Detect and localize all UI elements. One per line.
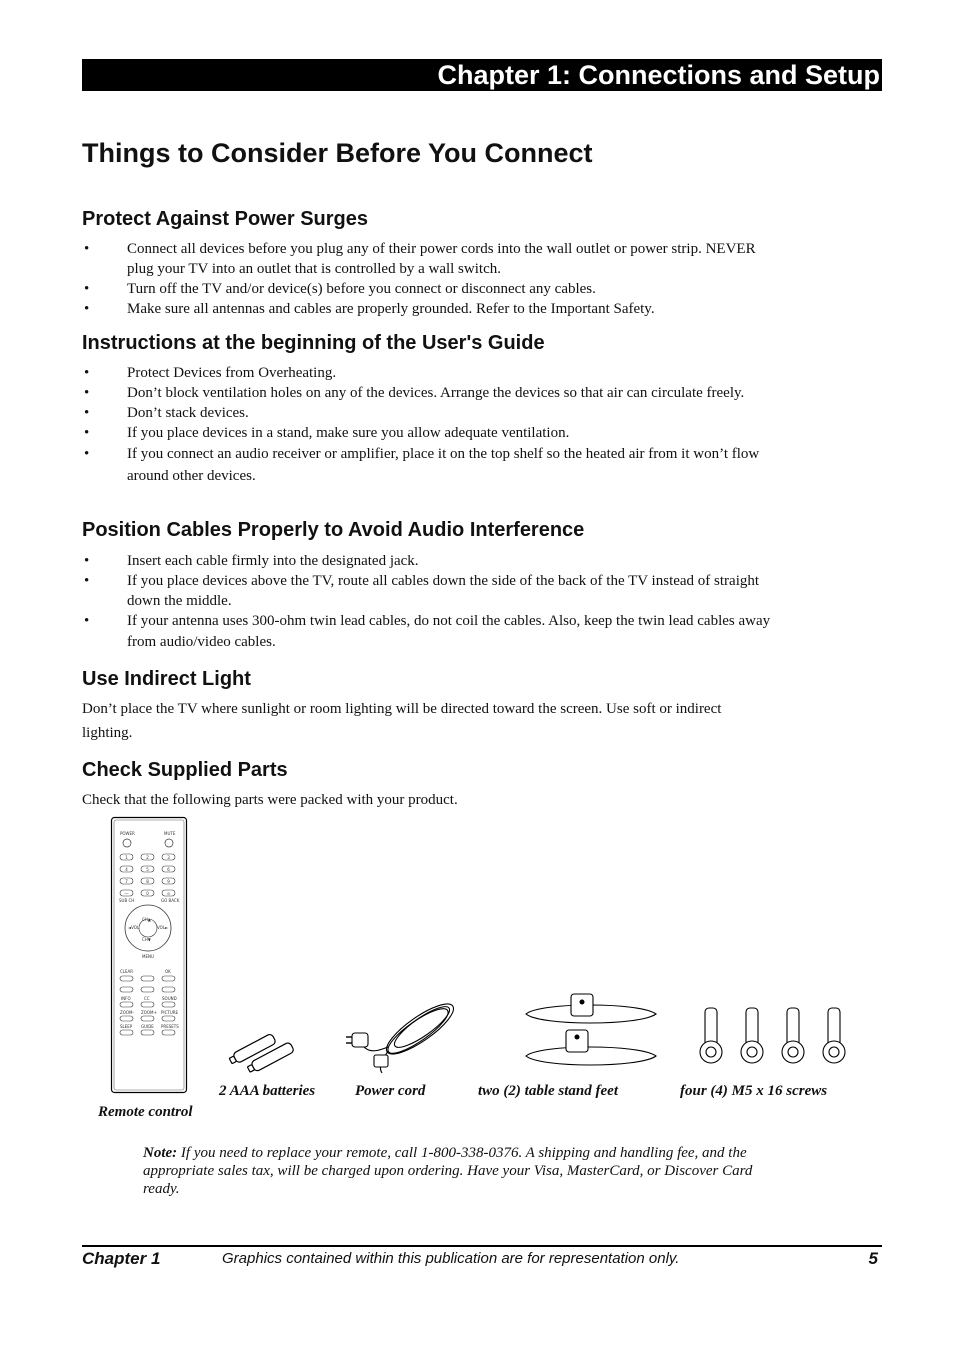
list-item: • If your antenna uses 300-ohm twin lead cables, do not coil the cables. Also, keep the twin lead cables away from audio/video cables.	[84, 613, 771, 650]
footer-divider	[82, 1245, 882, 1247]
svg-text:VOL►: VOL►	[157, 925, 169, 930]
power-cord-illustration	[348, 995, 464, 1075]
table-stand-feet-illustration	[520, 990, 662, 1072]
svg-text:MUTE: MUTE	[164, 831, 176, 836]
svg-text:CH▲: CH▲	[142, 917, 151, 922]
svg-text:SLEEP: SLEEP	[120, 1024, 133, 1029]
svg-text:2: 2	[146, 855, 149, 860]
svg-text:INFO: INFO	[121, 996, 131, 1001]
screws-illustration	[693, 1006, 859, 1068]
svg-text:4: 4	[125, 867, 128, 872]
svg-text:6: 6	[167, 867, 170, 872]
svg-text:CH▼: CH▼	[142, 937, 151, 942]
svg-text:—: —	[124, 891, 129, 896]
svg-text:PRESETS: PRESETS	[161, 1024, 179, 1029]
svg-text:OK: OK	[165, 969, 171, 974]
batteries-illustration	[228, 1030, 304, 1076]
caption-batteries: 2 AAA batteries	[219, 1083, 316, 1099]
heading-cables: Position Cables Properly to Avoid Audio Interference	[82, 519, 585, 541]
list-item: • Protect Devices from Overheating.	[84, 365, 337, 381]
list-power-surges	[82, 239, 772, 319]
svg-text:7: 7	[125, 879, 128, 884]
list-cables	[82, 551, 772, 653]
heading-supplied-parts: Check Supplied Parts	[82, 759, 288, 781]
svg-text:9: 9	[167, 879, 170, 884]
footer-disclaimer: Graphics contained within this publication are for representation only.	[222, 1250, 680, 1267]
caption-stand-feet: two (2) table stand feet	[478, 1083, 618, 1099]
list-item: • Turn off the TV and/or device(s) before you connect or disconnect any cables.	[84, 281, 596, 297]
remote-replacement-note: Note: If you need to replace your remote, call 1-800-338-0376. A shipping and handling fee, and the appropriate sales tax, will be charged upon ordering. Have your Visa, MasterCard, or Discover Card ready.	[143, 1145, 753, 1197]
page-title: Things to Consider Before You Connect	[82, 138, 593, 168]
caption-remote-control: Remote control	[98, 1104, 193, 1120]
svg-text:⊙: ⊙	[166, 891, 171, 896]
page-number: 5	[868, 1249, 878, 1268]
heading-power-surges: Protect Against Power Surges	[82, 208, 368, 230]
svg-text:POWER: POWER	[120, 831, 135, 836]
list-instructions	[82, 363, 772, 487]
svg-text:1: 1	[125, 855, 128, 860]
list-item: • Don’t block ventilation holes on any of the devices. Arrange the devices so that air can circulate freely.	[84, 385, 745, 401]
list-item: • Don’t stack devices.	[84, 405, 249, 421]
svg-text:GO BACK: GO BACK	[161, 898, 180, 903]
svg-text:CLEAR: CLEAR	[120, 969, 134, 974]
list-item: • If you place devices in a stand, make sure you allow adequate ventilation.	[84, 425, 570, 441]
list-item: • Insert each cable firmly into the designated jack.	[84, 553, 419, 569]
caption-screws: four (4) M5 x 16 screws	[680, 1083, 828, 1099]
svg-text:0: 0	[146, 891, 149, 896]
svg-text:SUB CH: SUB CH	[119, 898, 135, 903]
svg-text:8: 8	[146, 879, 149, 884]
list-item: • Connect all devices before you plug any of their power cords into the wall outlet or power strip. NEVER plug your TV into an outlet that is controlled by a wall switch.	[84, 241, 756, 277]
svg-text:ZOOM+: ZOOM+	[141, 1010, 157, 1015]
svg-text:SOUND: SOUND	[162, 996, 177, 1001]
list-item: • Make sure all antennas and cables are properly grounded. Refer to the Important Safety.	[84, 301, 655, 317]
svg-text:PICTURE: PICTURE	[161, 1010, 179, 1015]
svg-text:ZOOM-: ZOOM-	[120, 1010, 134, 1015]
svg-text:3: 3	[167, 855, 170, 860]
heading-indirect-light: Use Indirect Light	[82, 668, 251, 690]
svg-text:CC: CC	[144, 996, 150, 1001]
chapter-header-bar: Chapter 1: Connections and Setup	[82, 59, 882, 91]
text-supplied-parts: Check that the following parts were packed with your product.	[82, 792, 458, 808]
list-item: • If you connect an audio receiver or amplifier, place it on the top shelf so the heated air from it won’t flow around other devices.	[84, 446, 760, 484]
heading-instructions: Instructions at the beginning of the User's Guide	[82, 332, 545, 354]
caption-power-cord: Power cord	[355, 1083, 426, 1099]
svg-text:◄VOL: ◄VOL	[128, 925, 140, 930]
remote-control-illustration	[111, 817, 187, 1093]
footer-chapter-label: Chapter 1	[82, 1249, 161, 1268]
svg-text:GUIDE: GUIDE	[141, 1024, 154, 1029]
list-item: • If you place devices above the TV, route all cables down the side of the back of the TV instead of straight down the middle.	[84, 573, 760, 609]
text-indirect-light: Don’t place the TV where sunlight or room lighting will be directed toward the screen. Use soft or indirect lighting.	[82, 701, 722, 741]
svg-text:5: 5	[146, 867, 149, 872]
svg-text:MENU: MENU	[142, 954, 154, 959]
